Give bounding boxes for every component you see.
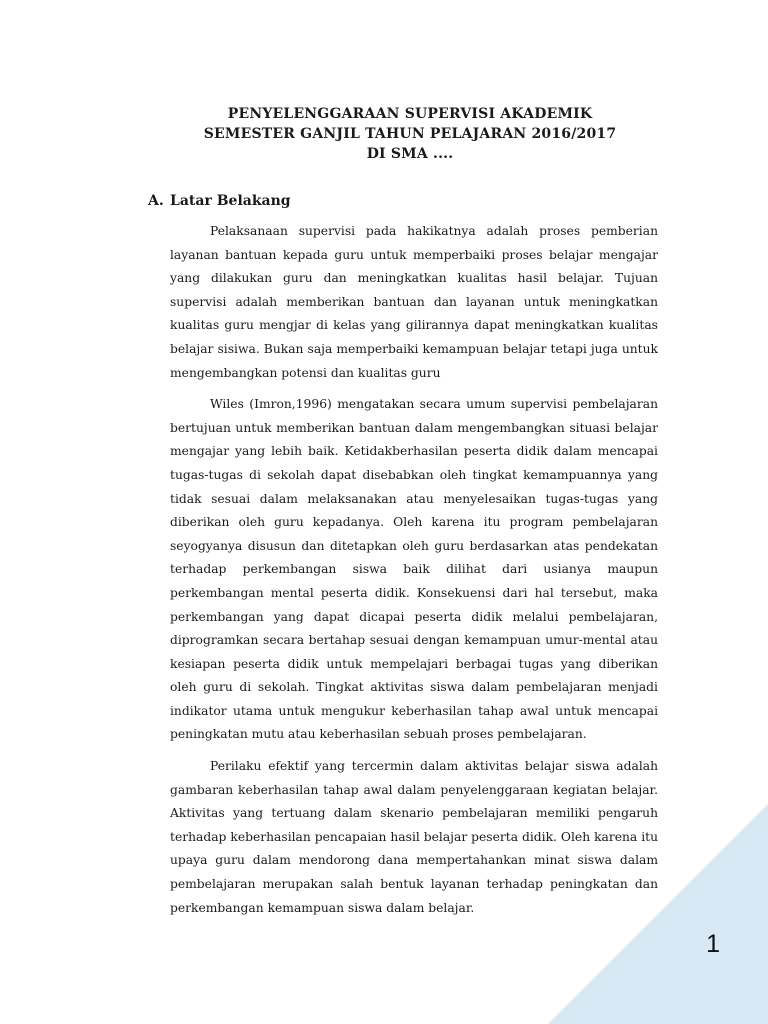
- title-line-2: SEMESTER GANJIL TAHUN PELAJARAN 2016/2017: [203, 126, 617, 142]
- document-title: [100, 104, 720, 164]
- page-number: 1: [706, 930, 720, 958]
- paragraph-2: Wiles (Imron,1996) mengatakan secara umum supervisi pembelajaran bertujuan untuk memberikan bantuan dalam mengembangkan situasi belajar mengajar yang lebih baik. Ketidakberhasilan peserta didik dalam mencapai tugas-tugas di sekolah dapat disebabkan oleh tingkat kemampuannya yang tidak sesuai dalam melaksanakan atau menyelesaikan tugas-tugas yang diberikan oleh guru kepadanya. Oleh karena itu program pembelajaran seyogyanya disusun dan ditetapkan oleh guru berdasarkan atas pendekatan terhadap perkembangan siswa baik dilihat dari usianya maupun perkembangan mental peserta didik. Konsekuensi dari hal tersebut, maka perkembangan yang dapat dicapai peserta didik melalui pembelajaran, diprogramkan secara bertahap sesuai dengan kemampuan umur-mental atau kesiapan peserta didik untuk mempelajari berbagai tugas yang diberikan oleh guru di sekolah. Tingkat aktivitas siswa dalam pembelajaran menjadi indikator utama untuk mengukur keberhasilan tahap awal untuk mencapai peningkatan mutu atau keberhasilan sebuah proses pembelajaran.: [170, 397, 658, 742]
- section-heading: [148, 191, 291, 211]
- body-text: [170, 220, 658, 928]
- title-line-3: DI SMA ....: [366, 146, 454, 162]
- paragraph-3: Perilaku efektif yang tercermin dalam aktivitas belajar siswa adalah gambaran keberhasilan tahap awal dalam penyelenggaraan kegiatan belajar. Aktivitas yang tertuang dalam skenario pembelajaran memiliki pengaruh terhadap keberhasilan pencapaian hasil belajar peserta didik. Oleh karena itu upaya guru dalam mendorong dana mempertahankan minat siswa dalam pembelajaran merupakan salah bentuk layanan terhadap peningkatan dan perkembangan kemampuan siswa dalam belajar.: [170, 759, 658, 915]
- paragraph-1: Pelaksanaan supervisi pada hakikatnya adalah proses pemberian layanan bantuan kepada guru untuk memperbaiki proses belajar mengajar yang dilakukan guru dan meningkatkan kualitas hasil belajar. Tujuan supervisi adalah memberikan bantuan dan layanan untuk meningkatkan kualitas guru mengjar di kelas yang gilirannya dapat meningkatkan kualitas belajar sisiwa. Bukan saja memperbaiki kemampuan belajar tetapi juga untuk mengembangkan potensi dan kualitas guru: [170, 224, 658, 380]
- section-letter: A.: [148, 193, 164, 209]
- title-line-1: PENYELENGGARAAN SUPERVISI AKADEMIK: [227, 106, 593, 122]
- section-title: Latar Belakang: [170, 193, 291, 209]
